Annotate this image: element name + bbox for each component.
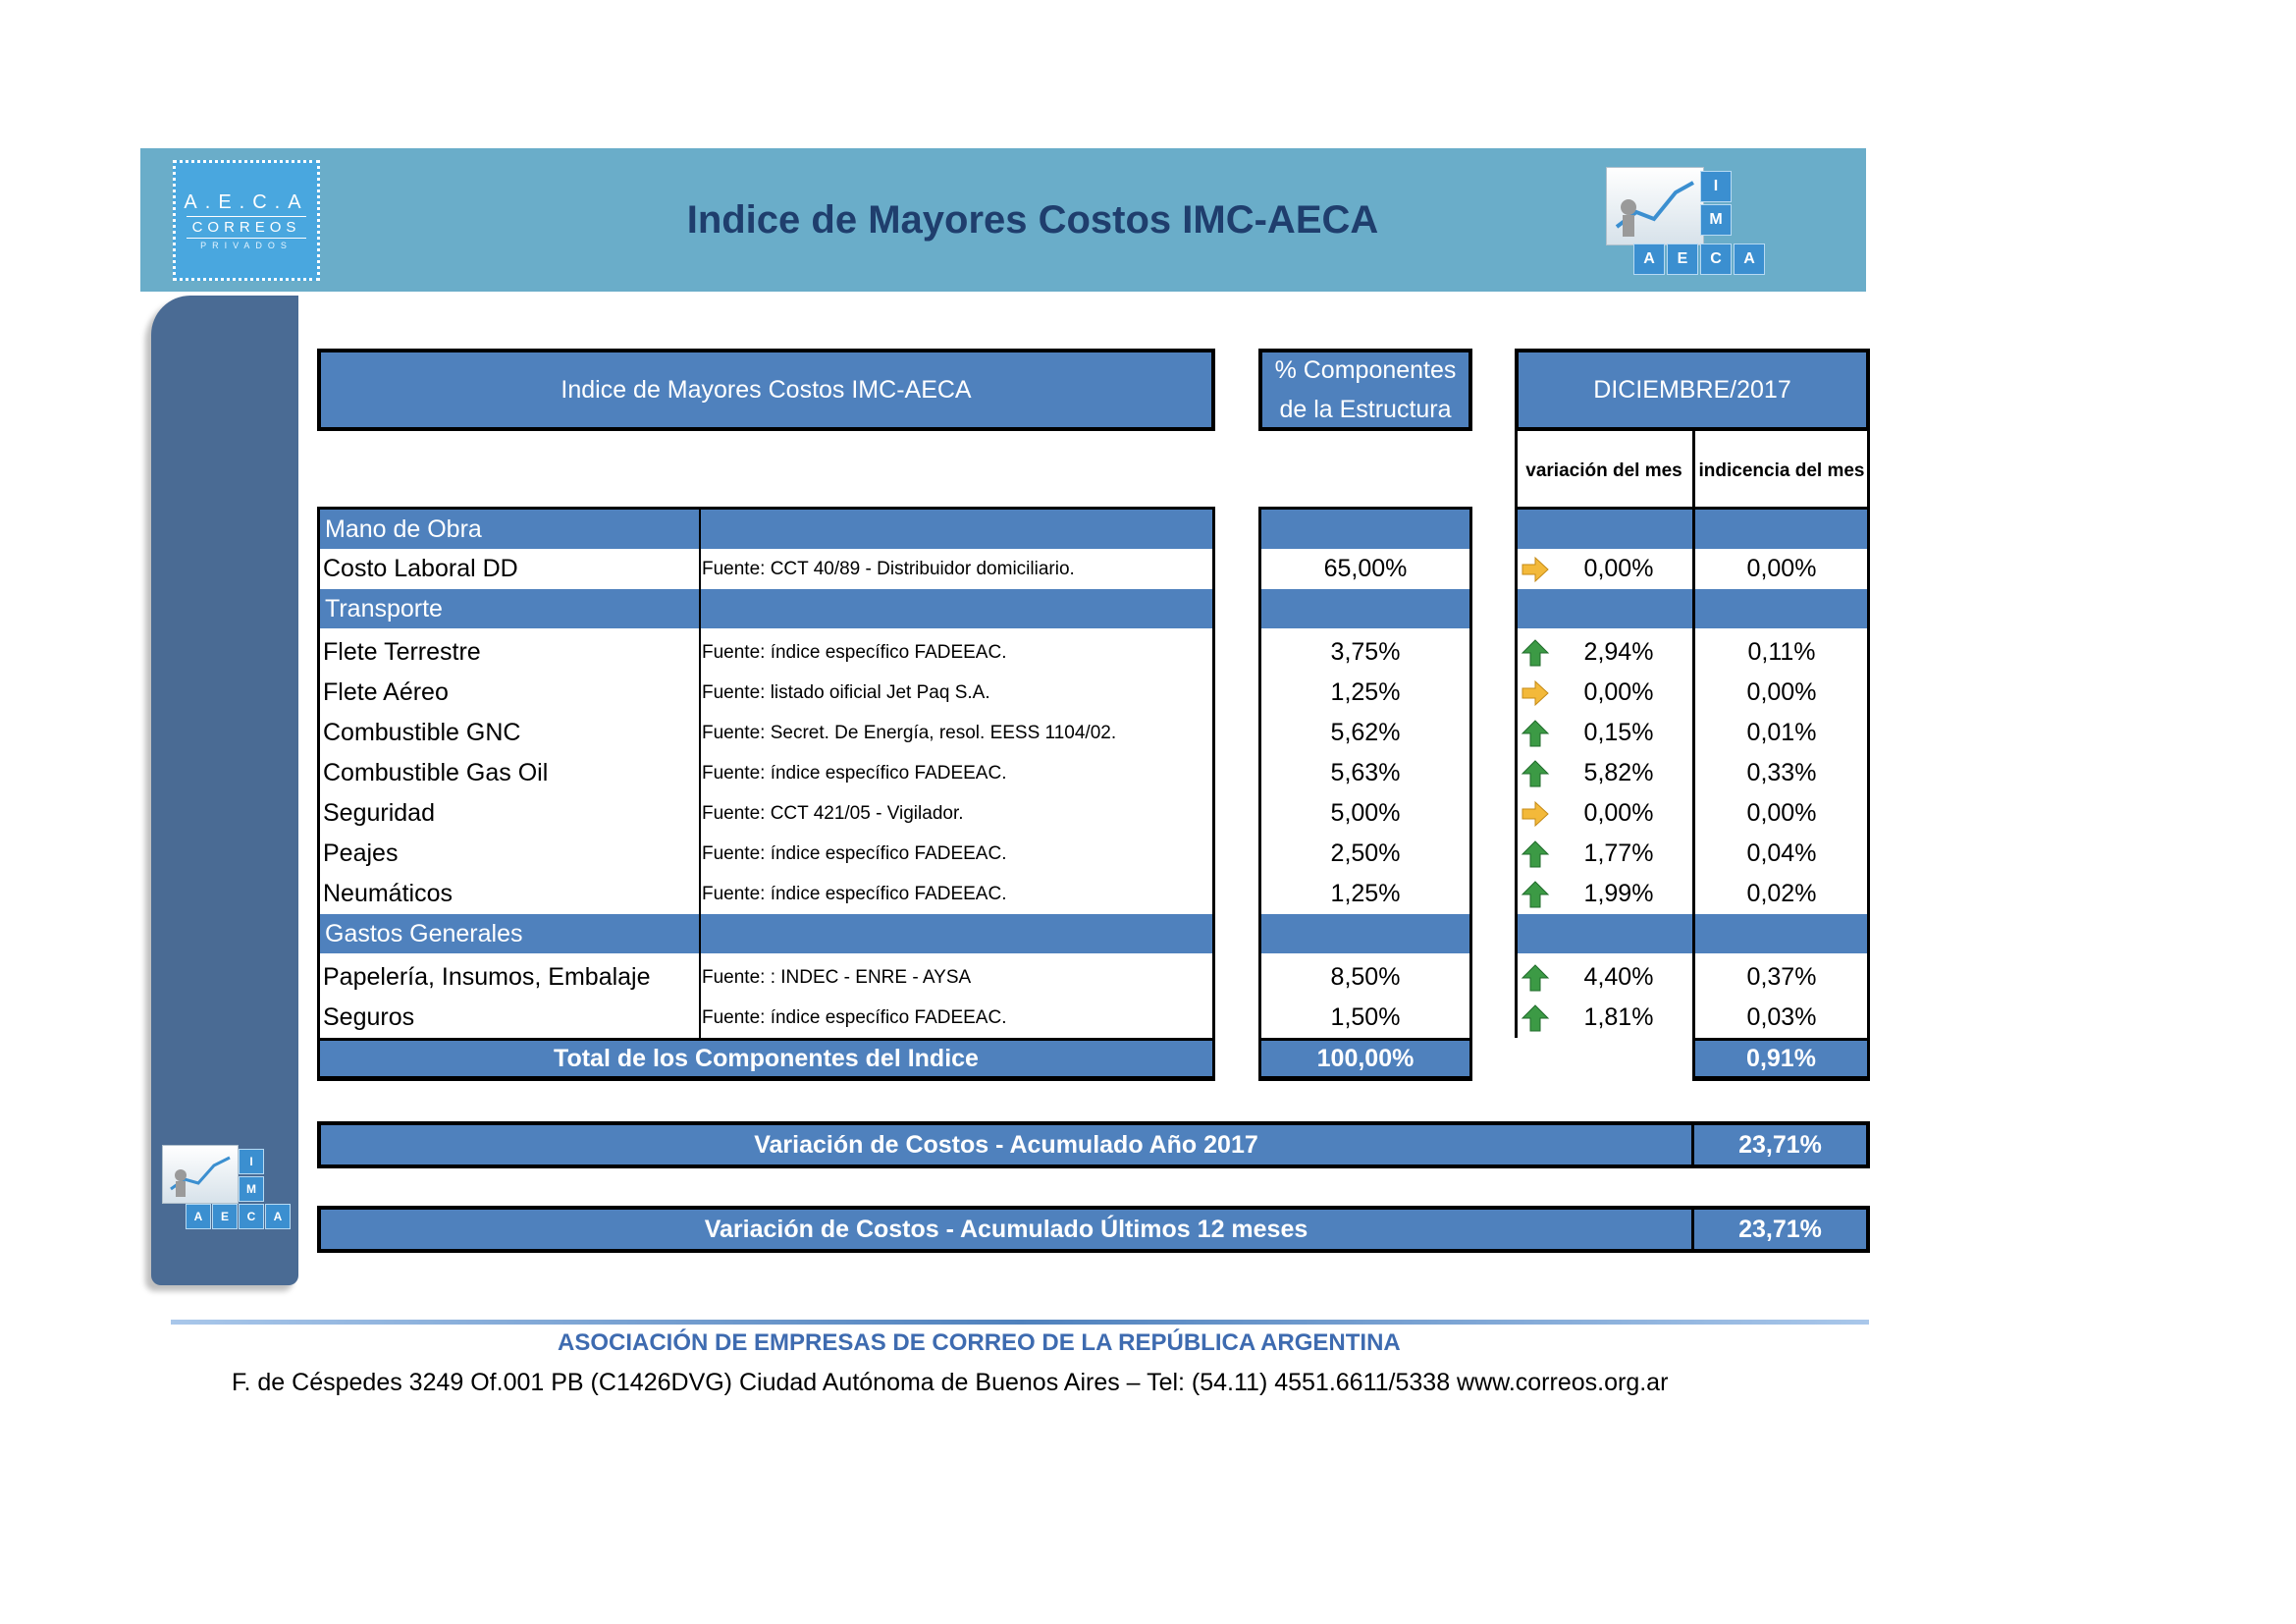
section-header: Gastos Generales <box>317 914 1215 953</box>
up-arrow-icon <box>1521 638 1550 668</box>
border <box>1469 510 1472 1038</box>
row-source: Fuente: CCT 421/05 - Vigilador. <box>702 802 964 824</box>
up-arrow-icon <box>1521 759 1550 788</box>
section-header-fill <box>1258 510 1472 549</box>
total-label: Total de los Componentes del Indice <box>317 1038 1215 1081</box>
row-item-label: Papelería, Insumos, Embalaje <box>323 963 651 991</box>
section-header-fill <box>1258 914 1472 953</box>
row-incidencia: 0,04% <box>1746 839 1817 867</box>
row-source: Fuente: índice específico FADEEAC. <box>702 641 1007 663</box>
row-variacion: 4,40% <box>1583 963 1654 991</box>
total-pct: 100,00% <box>1258 1038 1472 1081</box>
left-sidebar-panel <box>151 296 298 1285</box>
right-arrow-icon <box>1521 678 1550 708</box>
section-header: Mano de Obra <box>317 510 1215 549</box>
chart-figure-icon <box>1606 167 1704 245</box>
row-variacion: 5,82% <box>1583 759 1654 786</box>
border <box>1258 507 1472 510</box>
row-variacion: 0,00% <box>1583 799 1654 827</box>
row-pct: 1,25% <box>1330 678 1401 706</box>
col-header-title: Indice de Mayores Costos IMC-AECA <box>317 349 1215 431</box>
col-header-incidencia: indicencia del mes <box>1698 460 1865 481</box>
row-incidencia: 0,01% <box>1746 719 1817 746</box>
row-incidencia: 0,00% <box>1746 678 1817 706</box>
row-source: Fuente: índice específico FADEEAC. <box>702 1006 1007 1028</box>
page-title: Indice de Mayores Costos IMC-AECA <box>686 197 1379 242</box>
row-variacion: 0,00% <box>1583 555 1654 582</box>
row-incidencia: 0,37% <box>1746 963 1817 991</box>
section-header-fill <box>1693 589 1870 628</box>
row-variacion: 0,15% <box>1583 719 1654 746</box>
border <box>699 510 701 1038</box>
col-header-variacion: variación del mes <box>1525 460 1682 481</box>
chart-figure-icon <box>162 1145 239 1204</box>
row-pct: 5,62% <box>1330 719 1401 746</box>
row-item-label: Combustible Gas Oil <box>323 759 549 786</box>
row-variacion: 0,00% <box>1583 678 1654 706</box>
border <box>317 510 320 1038</box>
row-variacion: 1,99% <box>1583 880 1654 907</box>
right-arrow-icon <box>1521 799 1550 829</box>
row-incidencia: 0,00% <box>1746 555 1817 582</box>
row-pct: 1,25% <box>1330 880 1401 907</box>
border <box>1515 507 1870 510</box>
col-header-period: DICIEMBRE/2017 <box>1515 349 1870 431</box>
up-arrow-icon <box>1521 719 1550 748</box>
summary-value: 23,71% <box>1692 1121 1870 1168</box>
border <box>1212 510 1215 1038</box>
sidebar-imc-logo: I M A E C A <box>162 1145 299 1231</box>
row-source: Fuente: : INDEC - ENRE - AYSA <box>702 966 972 988</box>
up-arrow-icon <box>1521 839 1550 869</box>
row-source: Fuente: Secret. De Energía, resol. EESS 1104/02. <box>702 722 1117 743</box>
footer-organization: ASOCIACIÓN DE EMPRESAS DE CORREO DE LA REPÚBLICA ARGENTINA <box>558 1329 1401 1356</box>
imc-logo: I M A E C A <box>1606 165 1783 277</box>
row-pct: 65,00% <box>1323 555 1408 582</box>
border <box>1692 429 1695 1038</box>
section-header: Transporte <box>317 589 1215 628</box>
total-incidencia: 0,91% <box>1692 1038 1870 1081</box>
row-incidencia: 0,00% <box>1746 799 1817 827</box>
row-incidencia: 0,11% <box>1747 638 1816 666</box>
row-pct: 8,50% <box>1330 963 1401 991</box>
section-header-fill <box>1258 589 1472 628</box>
row-incidencia: 0,02% <box>1746 880 1817 907</box>
summary-value: 23,71% <box>1692 1206 1870 1253</box>
row-variacion: 1,77% <box>1583 839 1654 867</box>
up-arrow-icon <box>1521 1003 1550 1033</box>
up-arrow-icon <box>1521 880 1550 909</box>
row-source: Fuente: CCT 40/89 - Distribuidor domiciliario. <box>702 558 1075 579</box>
border <box>1867 429 1870 1038</box>
border <box>1258 510 1261 1038</box>
row-source: Fuente: índice específico FADEEAC. <box>702 883 1007 904</box>
section-header-fill <box>1515 589 1693 628</box>
row-item-label: Peajes <box>323 839 399 867</box>
right-arrow-icon <box>1521 555 1550 584</box>
row-variacion: 2,94% <box>1583 638 1654 666</box>
row-item-label: Seguros <box>323 1003 415 1031</box>
row-item-label: Flete Aéreo <box>323 678 449 706</box>
row-pct: 5,63% <box>1330 759 1401 786</box>
section-header-fill <box>1693 510 1870 549</box>
section-header-fill <box>1693 914 1870 953</box>
row-pct: 3,75% <box>1330 638 1401 666</box>
footer-divider <box>171 1320 1869 1325</box>
section-header-fill <box>1515 914 1693 953</box>
col-header-pct: % Componentes de la Estructura <box>1258 349 1472 431</box>
section-header-fill <box>1515 510 1693 549</box>
row-item-label: Costo Laboral DD <box>323 555 518 582</box>
footer-address: F. de Céspedes 3249 Of.001 PB (C1426DVG) Ciudad Autónoma de Buenos Aires – Tel: (54.11) 4551.6611/5338 www.correos.org.ar <box>232 1369 1669 1396</box>
row-source: Fuente: índice específico FADEEAC. <box>702 762 1007 784</box>
row-pct: 2,50% <box>1330 839 1401 867</box>
border <box>317 507 1215 510</box>
summary-label: Variación de Costos - Acumulado Año 2017 <box>317 1121 1693 1168</box>
row-item-label: Neumáticos <box>323 880 453 907</box>
up-arrow-icon <box>1521 963 1550 993</box>
row-pct: 5,00% <box>1330 799 1401 827</box>
row-item-label: Seguridad <box>323 799 435 827</box>
row-incidencia: 0,33% <box>1746 759 1817 786</box>
row-item-label: Flete Terrestre <box>323 638 481 666</box>
border <box>1515 429 1518 1038</box>
row-source: Fuente: listado oificial Jet Paq S.A. <box>702 681 990 703</box>
summary-label: Variación de Costos - Acumulado Últimos 12 meses <box>317 1206 1693 1253</box>
row-item-label: Combustible GNC <box>323 719 521 746</box>
row-variacion: 1,81% <box>1583 1003 1654 1031</box>
aeca-logo: A.E.C.A CORREOS PRIVADOS <box>173 160 320 281</box>
row-source: Fuente: índice específico FADEEAC. <box>702 842 1007 864</box>
row-pct: 1,50% <box>1330 1003 1401 1031</box>
row-incidencia: 0,03% <box>1746 1003 1817 1031</box>
